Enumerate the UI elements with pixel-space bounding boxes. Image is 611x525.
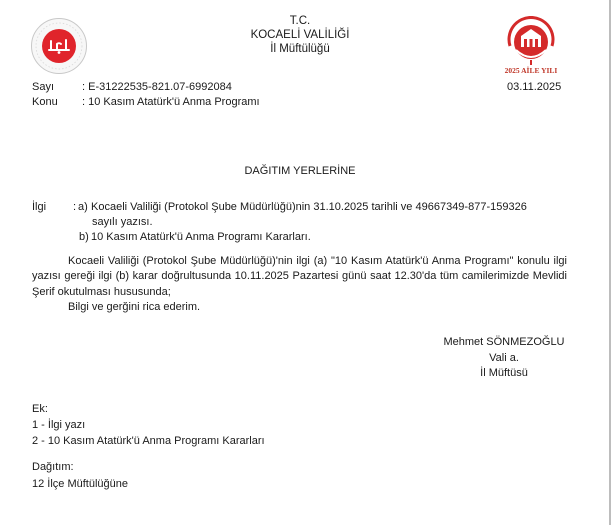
header-tc: T.C.: [289, 15, 311, 27]
ilgi-a-marker: a): [78, 201, 88, 213]
header-department: İl Müftülüğü: [270, 43, 330, 55]
header-institution: KOCAELİ VALİLİĞİ: [250, 29, 350, 41]
signer-title-2: İl Müftüsü: [480, 367, 528, 379]
distribution-label: Dağıtım:: [32, 461, 74, 473]
aile-yili-caption: 2025 AİLE YILI: [504, 66, 558, 75]
ilgi-b-marker: b): [79, 231, 89, 243]
sayi-value: : E-31222535-821.07-6992084: [82, 81, 232, 93]
ilgi-a-text-line1: Kocaeli Valiliği (Protokol Şube Müdürlüğü)nin 31.10.2025 tarihli ve 49667349-877-159326: [91, 201, 527, 213]
body-paragraph: Kocaeli Valiliği (Protokol Şube Müdürlüğü)'nin ilgi (a) "10 Kasım Atatürk'ü Anma Programı" konulu ilgi yazısı gereği ilgi (b) karar doğrultusunda 10.11.2025 Pazartesi günü saat 12.30'da tüm camilerimizde Mevlidi Şerif okutulması hususunda;: [32, 255, 567, 298]
attachment-item: 1 - İlgi yazı: [32, 419, 86, 431]
attachment-item: 2 - 10 Kasım Atatürk'ü Anma Programı Kararları: [32, 435, 265, 447]
konu-value: : 10 Kasım Atatürk'ü Anma Programı: [82, 96, 260, 108]
ilgi-label: İlgi: [32, 201, 47, 213]
body-closing: Bilgi ve gerğini rica ederim.: [68, 300, 201, 313]
distribution-item: 12 İlçe Müftülüğüne: [32, 478, 129, 490]
signer-name: Mehmet SÖNMEZOĞLU: [443, 336, 565, 348]
document-date: 03.11.2025: [507, 81, 562, 93]
attachments-label: Ek:: [32, 403, 48, 415]
addressee-heading: DAĞITIM YERLERİNE: [244, 165, 356, 177]
konu-label: Konu: [32, 96, 58, 108]
ilgi-a-text-line2: sayılı yazısı.: [92, 216, 153, 228]
signer-title-1: Vali a.: [489, 352, 519, 364]
ilgi-colon: :: [73, 201, 77, 213]
aile-yili-emblem-icon: [504, 16, 558, 66]
sayi-label: Sayı: [32, 81, 55, 93]
ilgi-b-text: 10 Kasım Atatürk'ü Anma Programı Kararları.: [91, 231, 311, 243]
diyanet-emblem-icon: [30, 17, 88, 75]
body-text: [32, 254, 567, 315]
